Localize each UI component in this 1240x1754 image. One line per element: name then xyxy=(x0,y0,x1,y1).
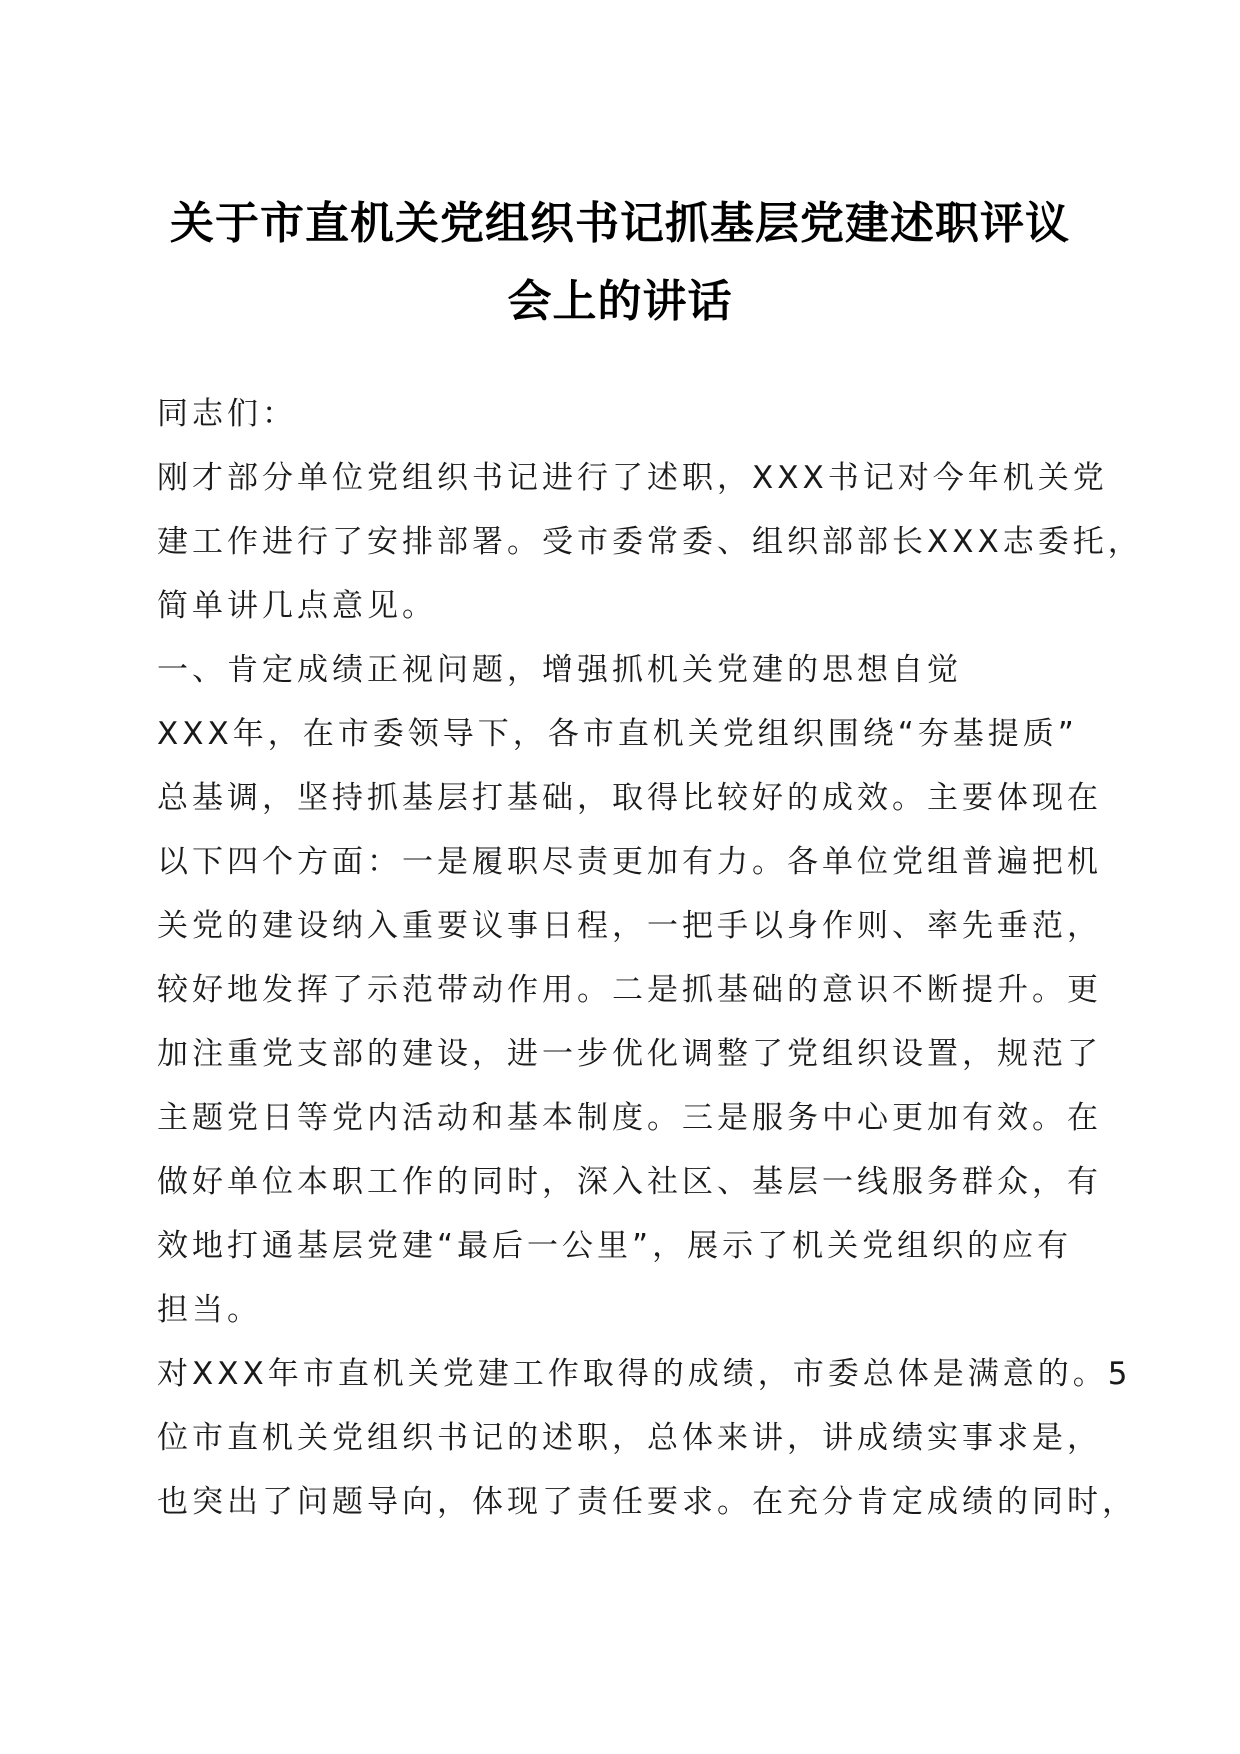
body-line-16: 位市直机关党组织书记的述职，总体来讲，讲成绩实事求是， xyxy=(157,1420,1102,1456)
body-line-3: 简单讲几点意见。 xyxy=(157,588,437,624)
body-line-2: 建工作进行了安排部署。受市委常委、组织部部长XXX志委托， xyxy=(157,524,1143,560)
document-body xyxy=(157,382,1143,1534)
body-line-7: 以下四个方面：一是履职尽责更加有力。各单位党组普遍把机 xyxy=(157,844,1102,880)
body-line-17: 也突出了问题导向，体现了责任要求。在充分肯定成绩的同时， xyxy=(157,1484,1137,1520)
body-line-14: 担当。 xyxy=(157,1292,262,1328)
body-line-5: XXX年，在市委领导下，各市直机关党组织围绕“夯基提质” xyxy=(157,716,1078,752)
body-line-9: 较好地发挥了示范带动作用。二是抓基础的意识不断提升。更 xyxy=(157,972,1102,1008)
title-line-1: 关于市直机关党组织书记抓基层党建述职评议 xyxy=(170,198,1070,249)
body-line-15: 对XXX年市直机关党建工作取得的成绩，市委总体是满意的。5 xyxy=(157,1356,1132,1392)
section-heading-1: 一、肯定成绩正视问题，增强抓机关党建的思想自觉 xyxy=(157,652,962,688)
document-title xyxy=(120,185,1120,341)
body-line-12: 做好单位本职工作的同时，深入社区、基层一线服务群众，有 xyxy=(157,1164,1102,1200)
body-line-8: 关党的建设纳入重要议事日程，一把手以身作则、率先垂范， xyxy=(157,908,1102,944)
body-line-13: 效地打通基层党建“最后一公里”，展示了机关党组织的应有 xyxy=(157,1228,1073,1264)
salutation: 同志们： xyxy=(157,396,297,432)
body-line-11: 主题党日等党内活动和基本制度。三是服务中心更加有效。在 xyxy=(157,1100,1102,1136)
body-line-1: 刚才部分单位党组织书记进行了述职，XXX书记对今年机关党 xyxy=(157,460,1108,496)
title-line-2: 会上的讲话 xyxy=(507,276,733,327)
body-line-6: 总基调，坚持抓基层打基础，取得比较好的成效。主要体现在 xyxy=(157,780,1102,816)
body-line-10: 加注重党支部的建设，进一步优化调整了党组织设置，规范了 xyxy=(157,1036,1102,1072)
